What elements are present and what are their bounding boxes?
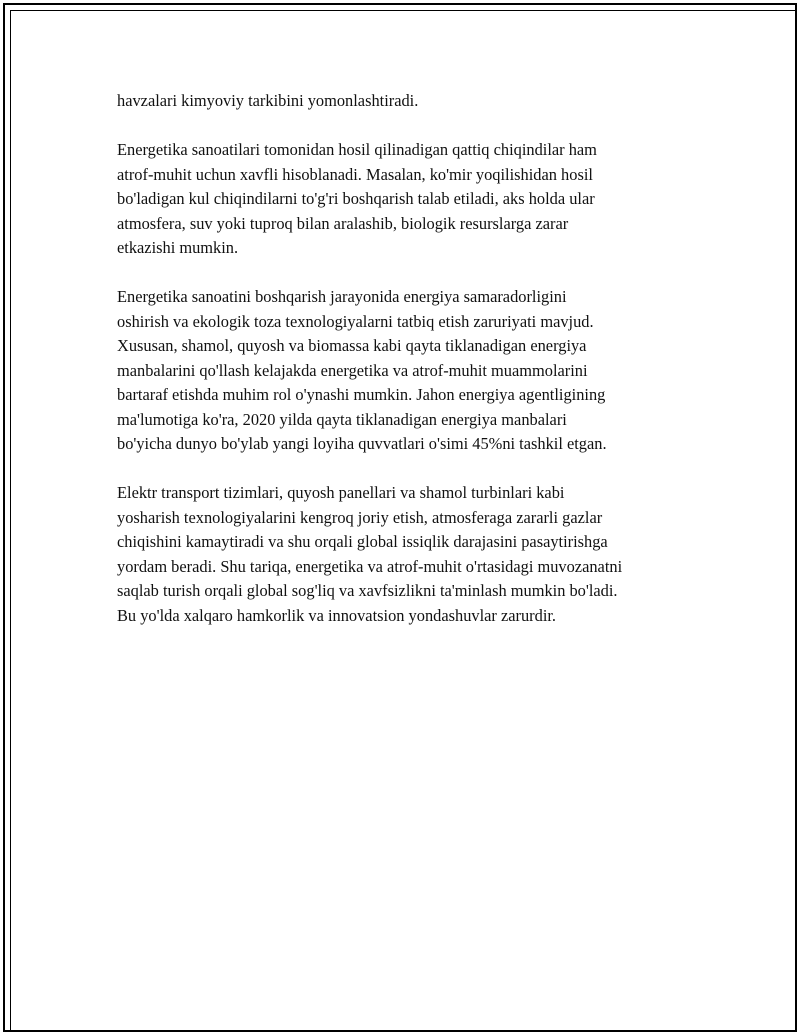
- paragraph-3: Energetika sanoatini boshqarish jarayonida energiya samaradorligini oshirish va ekologik toza texnologiyalarni tatbiq etish zaruriyati mavjud. Xususan, shamol, quyosh va biomassa kabi qayta tiklanadigan energiya manbalarini qo'llash kelajakda energetika va atrof-muhit muammolarini bartaraf etishda muhim rol o'ynashi mumkin. Jahon energiya agentligining ma'lumotiga ko'ra, 2020 yilda qayta tiklanadigan energiya manbalari bo'yicha dunyo bo'ylab yangi loyiha quvvatlari o'simi 45%ni tashkil etgan.: [117, 287, 607, 453]
- paragraph-2: Energetika sanoatilari tomonidan hosil qilinadigan qattiq chiqindilar ham atrof-muhit uchun xavfli hisoblanadi. Masalan, ko'mir yoqilishidan hosil bo'ladigan kul chiqindilarni to'g'ri boshqarish talab etiladi, aks holda ular atmosfera, suv yoki tuproq bilan aralashib, biologik resurslarga zarar etkazishi mumkin.: [117, 140, 597, 257]
- document-body: [117, 89, 687, 653]
- paragraph-4: Elektr transport tizimlari, quyosh panellari va shamol turbinlari kabi yosharish texnologiyalarini kengroq joriy etish, atmosferaga zararli gazlar chiqishini kamaytiradi va shu orqali global issiqlik darajasini pasaytirishga yordam beradi. Shu tariqa, energetika va atrof-muhit o'rtasidagi muvozanatni saqlab turish orqali global sog'liq va xavfsizlikni ta'minlash mumkin bo'ladi. Bu yo'lda xalqaro hamkorlik va innovatsion yondashuvlar zarurdir.: [117, 483, 623, 625]
- paragraph-1: havzalari kimyoviy tarkibini yomonlashtiradi.: [117, 91, 419, 110]
